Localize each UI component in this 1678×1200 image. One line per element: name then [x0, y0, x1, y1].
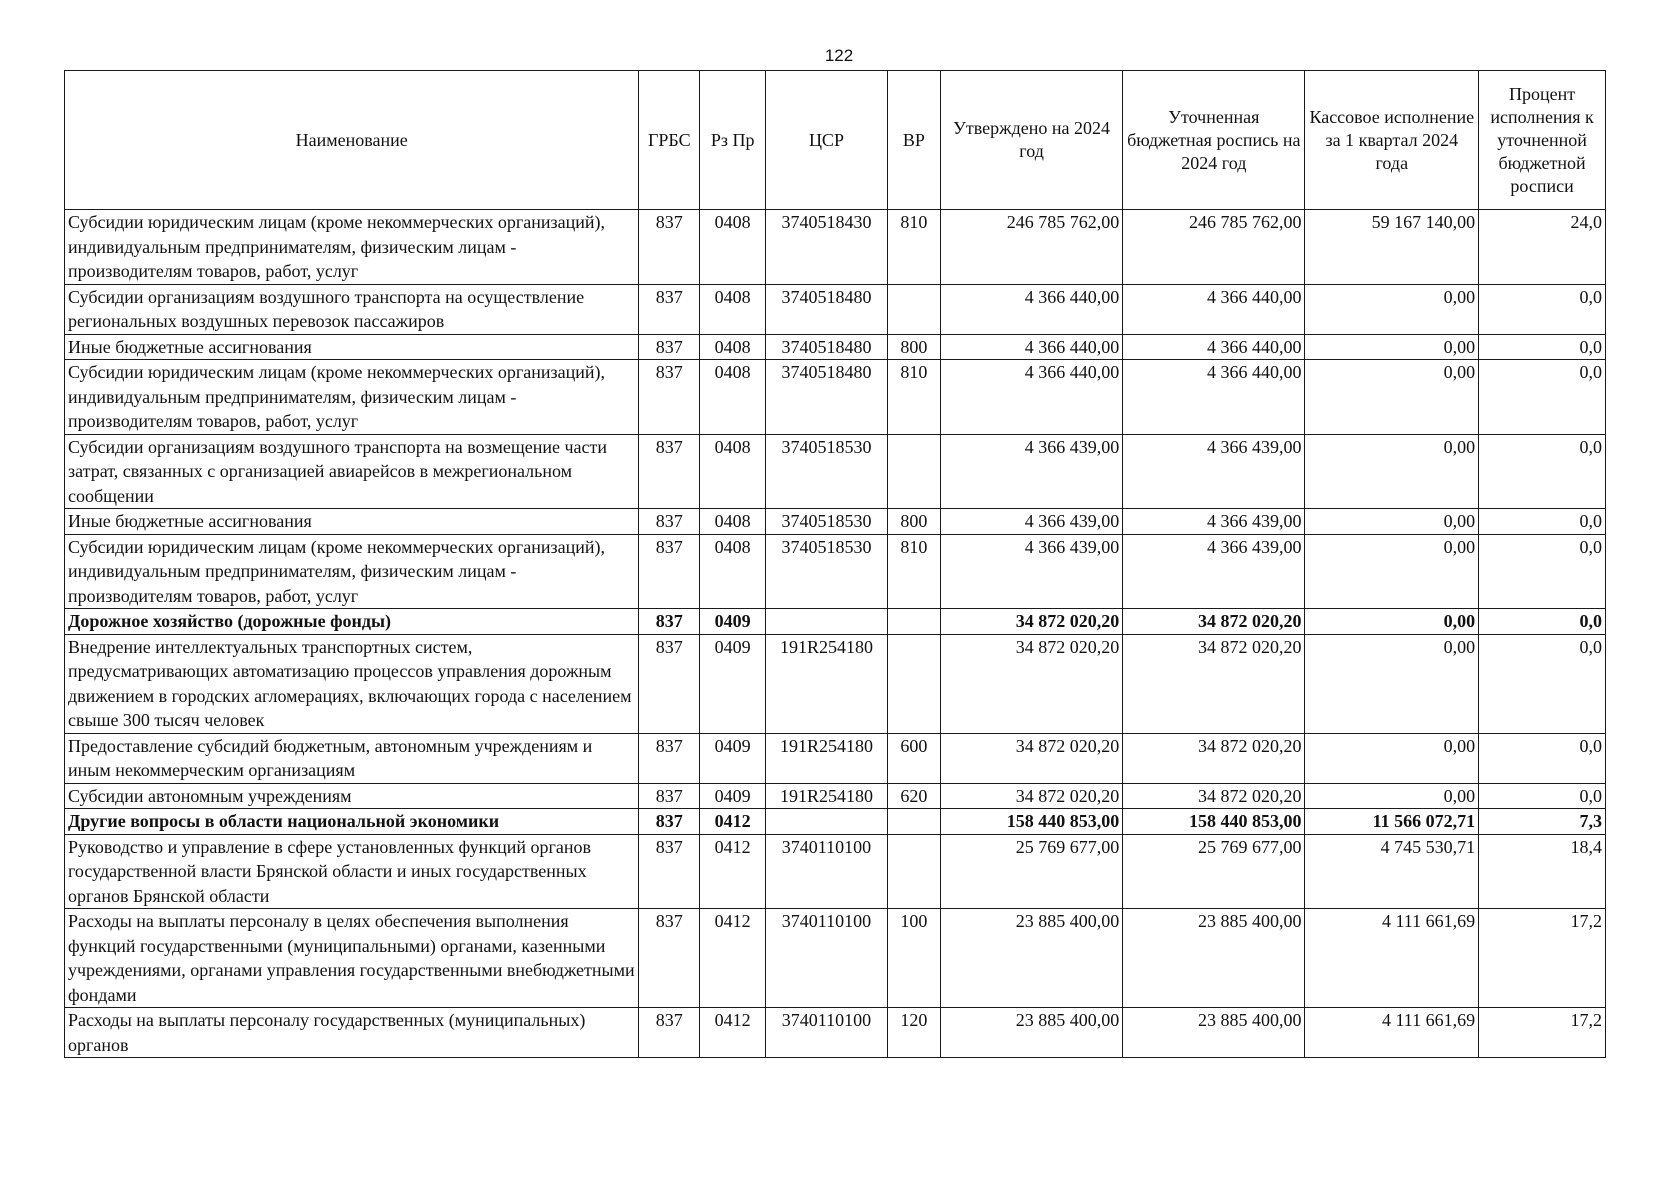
cell-rzpr: 0408 — [700, 360, 766, 435]
cell-csr: 3740518430 — [766, 210, 887, 285]
cell-name: Иные бюджетные ассигнования — [65, 509, 639, 535]
cell-vr: 800 — [887, 509, 940, 535]
cell-name: Субсидии автономным учреждениям — [65, 783, 639, 809]
cell-approved: 34 872 020,20 — [940, 634, 1122, 733]
cell-vr: 100 — [887, 909, 940, 1008]
cell-name: Субсидии юридическим лицам (кроме некоммерческих организаций), индивидуальным предпринимателям, физическим лицам - производителям товаров, работ, услуг — [65, 360, 639, 435]
cell-csr: 3740518480 — [766, 284, 887, 334]
cell-rzpr: 0408 — [700, 534, 766, 609]
cell-grbs: 837 — [639, 834, 700, 909]
cell-csr: 191R254180 — [766, 733, 887, 783]
cell-cash: 11 566 072,71 — [1305, 809, 1479, 835]
cell-percent: 17,2 — [1479, 1008, 1606, 1058]
cell-cash: 0,00 — [1305, 334, 1479, 360]
cell-rzpr: 0412 — [700, 834, 766, 909]
cell-csr: 191R254180 — [766, 783, 887, 809]
table-row — [65, 434, 1606, 509]
cell-percent: 0,0 — [1479, 360, 1606, 435]
cell-rzpr: 0408 — [700, 334, 766, 360]
cell-approved: 4 366 440,00 — [940, 284, 1122, 334]
cell-cash: 0,00 — [1305, 634, 1479, 733]
cell-grbs: 837 — [639, 509, 700, 535]
cell-grbs: 837 — [639, 733, 700, 783]
cell-cash: 0,00 — [1305, 733, 1479, 783]
cell-refined: 158 440 853,00 — [1123, 809, 1305, 835]
header-approved: Утверждено на 2024 год — [940, 71, 1122, 210]
cell-refined: 23 885 400,00 — [1123, 909, 1305, 1008]
cell-percent: 0,0 — [1479, 783, 1606, 809]
cell-grbs: 837 — [639, 634, 700, 733]
cell-vr: 810 — [887, 534, 940, 609]
cell-approved: 4 366 440,00 — [940, 360, 1122, 435]
cell-vr — [887, 434, 940, 509]
cell-csr: 3740110100 — [766, 909, 887, 1008]
table-row — [65, 634, 1606, 733]
cell-csr: 3740110100 — [766, 834, 887, 909]
table-row — [65, 834, 1606, 909]
cell-cash: 0,00 — [1305, 360, 1479, 435]
page-number: 122 — [824, 46, 854, 65]
table-row — [65, 809, 1606, 835]
header-vr: ВР — [887, 71, 940, 210]
cell-refined: 4 366 439,00 — [1123, 434, 1305, 509]
cell-percent: 0,0 — [1479, 434, 1606, 509]
cell-refined: 246 785 762,00 — [1123, 210, 1305, 285]
cell-csr: 3740518530 — [766, 434, 887, 509]
budget-table — [64, 70, 1606, 1058]
cell-vr: 810 — [887, 360, 940, 435]
cell-rzpr: 0409 — [700, 609, 766, 635]
cell-percent: 24,0 — [1479, 210, 1606, 285]
table-row — [65, 783, 1606, 809]
cell-cash: 0,00 — [1305, 609, 1479, 635]
cell-cash: 4 745 530,71 — [1305, 834, 1479, 909]
cell-rzpr: 0412 — [700, 1008, 766, 1058]
cell-percent: 0,0 — [1479, 534, 1606, 609]
cell-grbs: 837 — [639, 334, 700, 360]
cell-percent: 0,0 — [1479, 634, 1606, 733]
cell-csr: 3740110100 — [766, 1008, 887, 1058]
cell-name: Субсидии организациям воздушного транспорта на возмещение части затрат, связанных с организацией авиарейсов в межрегиональном сообщении — [65, 434, 639, 509]
cell-vr: 120 — [887, 1008, 940, 1058]
cell-rzpr: 0408 — [700, 509, 766, 535]
cell-csr — [766, 809, 887, 835]
cell-grbs: 837 — [639, 783, 700, 809]
table-row — [65, 534, 1606, 609]
table-row — [65, 210, 1606, 285]
table-row — [65, 1008, 1606, 1058]
cell-vr — [887, 834, 940, 909]
cell-refined: 25 769 677,00 — [1123, 834, 1305, 909]
cell-name: Руководство и управление в сфере установленных функций органов государственной власти Брянской области и иных государственных органов Брянской области — [65, 834, 639, 909]
cell-grbs: 837 — [639, 434, 700, 509]
cell-rzpr: 0412 — [700, 809, 766, 835]
cell-csr: 3740518530 — [766, 509, 887, 535]
cell-approved: 4 366 440,00 — [940, 334, 1122, 360]
cell-percent: 7,3 — [1479, 809, 1606, 835]
cell-vr: 620 — [887, 783, 940, 809]
cell-grbs: 837 — [639, 210, 700, 285]
cell-csr: 191R254180 — [766, 634, 887, 733]
cell-name: Расходы на выплаты персоналу в целях обеспечения выполнения функций государственными (муниципальными) органами, казенными учреждениями, органами управления государственными внебюджетными фондами — [65, 909, 639, 1008]
cell-approved: 4 366 439,00 — [940, 509, 1122, 535]
cell-approved: 23 885 400,00 — [940, 909, 1122, 1008]
cell-vr — [887, 284, 940, 334]
header-csr: ЦСР — [766, 71, 887, 210]
cell-refined: 34 872 020,20 — [1123, 634, 1305, 733]
cell-grbs: 837 — [639, 809, 700, 835]
header-refined: Уточненная бюджетная роспись на 2024 год — [1123, 71, 1305, 210]
cell-approved: 34 872 020,20 — [940, 733, 1122, 783]
cell-grbs: 837 — [639, 534, 700, 609]
cell-refined: 4 366 440,00 — [1123, 284, 1305, 334]
table-row — [65, 334, 1606, 360]
cell-grbs: 837 — [639, 609, 700, 635]
cell-cash: 0,00 — [1305, 284, 1479, 334]
header-rzpr: Рз Пр — [700, 71, 766, 210]
table-row — [65, 360, 1606, 435]
cell-cash: 0,00 — [1305, 509, 1479, 535]
cell-vr: 810 — [887, 210, 940, 285]
cell-rzpr: 0408 — [700, 434, 766, 509]
table-row — [65, 909, 1606, 1008]
cell-vr: 600 — [887, 733, 940, 783]
cell-vr — [887, 634, 940, 733]
cell-name: Иные бюджетные ассигнования — [65, 334, 639, 360]
cell-percent: 0,0 — [1479, 609, 1606, 635]
cell-name: Субсидии юридическим лицам (кроме некоммерческих организаций), индивидуальным предпринимателям, физическим лицам - производителям товаров, работ, услуг — [65, 210, 639, 285]
cell-refined: 34 872 020,20 — [1123, 733, 1305, 783]
cell-cash: 4 111 661,69 — [1305, 909, 1479, 1008]
cell-refined: 23 885 400,00 — [1123, 1008, 1305, 1058]
cell-rzpr: 0409 — [700, 733, 766, 783]
cell-refined: 34 872 020,20 — [1123, 609, 1305, 635]
cell-approved: 246 785 762,00 — [940, 210, 1122, 285]
cell-vr — [887, 809, 940, 835]
cell-grbs: 837 — [639, 909, 700, 1008]
cell-name: Субсидии юридическим лицам (кроме некоммерческих организаций), индивидуальным предпринимателям, физическим лицам - производителям товаров, работ, услуг — [65, 534, 639, 609]
cell-approved: 23 885 400,00 — [940, 1008, 1122, 1058]
cell-cash: 0,00 — [1305, 534, 1479, 609]
cell-percent: 0,0 — [1479, 284, 1606, 334]
cell-csr — [766, 609, 887, 635]
cell-percent: 17,2 — [1479, 909, 1606, 1008]
cell-rzpr: 0412 — [700, 909, 766, 1008]
cell-approved: 34 872 020,20 — [940, 609, 1122, 635]
cell-cash: 59 167 140,00 — [1305, 210, 1479, 285]
cell-name: Другие вопросы в области национальной экономики — [65, 809, 639, 835]
table-header-row — [65, 71, 1606, 210]
cell-approved: 158 440 853,00 — [940, 809, 1122, 835]
cell-cash: 0,00 — [1305, 783, 1479, 809]
cell-approved: 4 366 439,00 — [940, 434, 1122, 509]
cell-name: Дорожное хозяйство (дорожные фонды) — [65, 609, 639, 635]
cell-percent: 0,0 — [1479, 733, 1606, 783]
cell-name: Субсидии организациям воздушного транспорта на осуществление региональных воздушных перевозок пассажиров — [65, 284, 639, 334]
table-row — [65, 284, 1606, 334]
cell-percent: 18,4 — [1479, 834, 1606, 909]
cell-name: Предоставление субсидий бюджетным, автономным учреждениям и иным некоммерческим организациям — [65, 733, 639, 783]
cell-percent: 0,0 — [1479, 334, 1606, 360]
cell-rzpr: 0409 — [700, 783, 766, 809]
cell-rzpr: 0408 — [700, 210, 766, 285]
table-row — [65, 609, 1606, 635]
cell-rzpr: 0409 — [700, 634, 766, 733]
cell-approved: 4 366 439,00 — [940, 534, 1122, 609]
cell-refined: 4 366 439,00 — [1123, 534, 1305, 609]
table-row — [65, 509, 1606, 535]
table-row — [65, 733, 1606, 783]
header-name: Наименование — [65, 71, 639, 210]
cell-name: Расходы на выплаты персоналу государственных (муниципальных) органов — [65, 1008, 639, 1058]
cell-rzpr: 0408 — [700, 284, 766, 334]
cell-approved: 25 769 677,00 — [940, 834, 1122, 909]
header-percent: Процент исполнения к уточненной бюджетной росписи — [1479, 71, 1606, 210]
cell-vr: 800 — [887, 334, 940, 360]
cell-name: Внедрение интеллектуальных транспортных систем, предусматривающих автоматизацию процессов управления дорожным движением в городских агломерациях, включающих города с населением свыше 300 тысяч человек — [65, 634, 639, 733]
header-grbs: ГРБС — [639, 71, 700, 210]
cell-refined: 4 366 440,00 — [1123, 334, 1305, 360]
header-cash: Кассовое исполнение за 1 квартал 2024 года — [1305, 71, 1479, 210]
cell-csr: 3740518480 — [766, 360, 887, 435]
cell-cash: 4 111 661,69 — [1305, 1008, 1479, 1058]
cell-grbs: 837 — [639, 284, 700, 334]
cell-percent: 0,0 — [1479, 509, 1606, 535]
cell-refined: 4 366 440,00 — [1123, 360, 1305, 435]
cell-csr: 3740518480 — [766, 334, 887, 360]
cell-refined: 4 366 439,00 — [1123, 509, 1305, 535]
cell-cash: 0,00 — [1305, 434, 1479, 509]
cell-refined: 34 872 020,20 — [1123, 783, 1305, 809]
cell-grbs: 837 — [639, 1008, 700, 1058]
cell-grbs: 837 — [639, 360, 700, 435]
cell-vr — [887, 609, 940, 635]
cell-csr: 3740518530 — [766, 534, 887, 609]
cell-approved: 34 872 020,20 — [940, 783, 1122, 809]
